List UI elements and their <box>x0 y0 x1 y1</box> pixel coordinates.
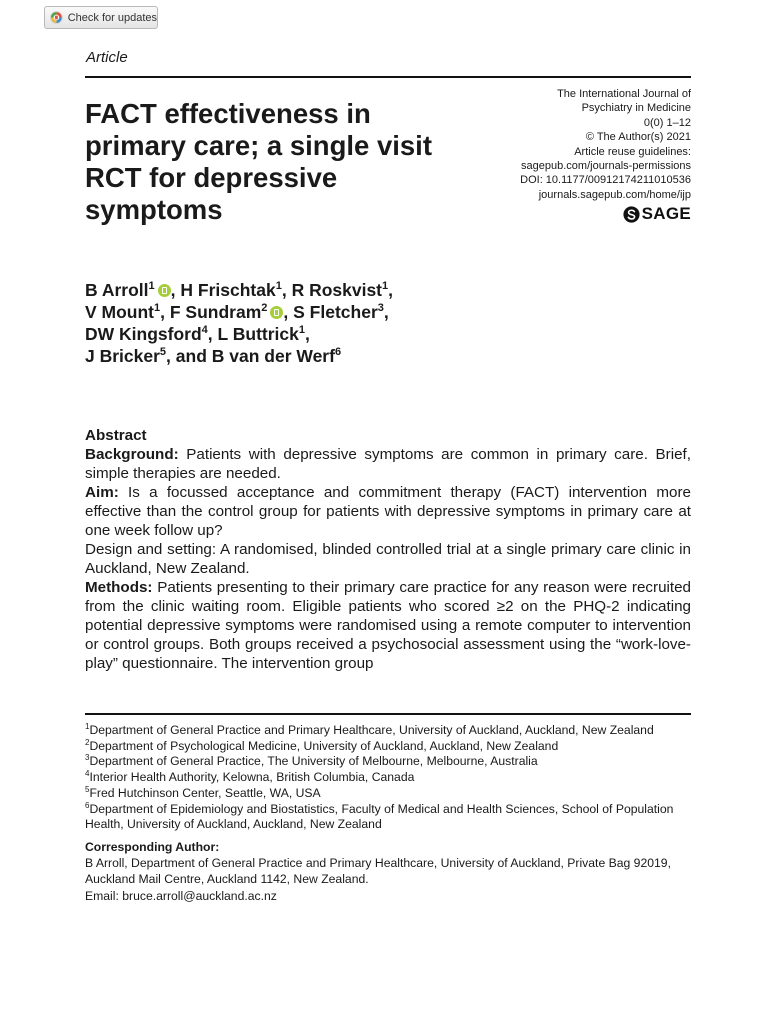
affiliation-text: Interior Health Authority, Kelowna, British Columbia, Canada <box>89 770 415 785</box>
author-line <box>85 279 505 301</box>
author-name: DW Kingsford <box>85 324 202 344</box>
abstract-background <box>85 445 691 483</box>
methods-text: Patients presenting to their primary care practice for any reason were recruited from the clinic waiting room. Eligible patients who scored ≥2 on the PHQ-2 indicating potential depressive symptoms were randomised using a remote computer to intervention or control groups. Both groups received a psychosocial assessment using the “work-love-play” questionnaire. The intervention group <box>85 579 691 672</box>
orcid-icon[interactable] <box>270 306 283 319</box>
author-separator: , <box>305 324 310 344</box>
affiliation-item <box>85 723 695 739</box>
affiliation-number: 3 <box>85 753 90 763</box>
author-name: J Bricker <box>85 346 160 366</box>
footnote-rule <box>85 713 691 715</box>
author-line <box>85 345 505 367</box>
author-separator: , <box>170 280 181 300</box>
author-affiliation-number: 1 <box>154 302 161 315</box>
author-separator: , and <box>166 346 212 366</box>
publisher-logo <box>623 204 691 224</box>
journal-volume: 0(0) 1–12 <box>643 116 691 129</box>
author-name: B Arroll <box>85 280 149 300</box>
author-name: L Buttrick <box>217 324 299 344</box>
check-for-updates-button[interactable] <box>44 6 158 29</box>
journal-homepage-link[interactable]: journals.sagepub.com/home/ijp <box>538 188 691 201</box>
background-label: Background: <box>85 446 179 463</box>
author-affiliation-number: 6 <box>334 346 342 359</box>
journal-name-line-1: The International Journal of <box>557 88 691 100</box>
corresponding-author-address: B Arroll, Department of General Practice and Primary Healthcare, University of Auckland, Private Bag 92019, Auckland Mail Centre, Auckland 1142, New Zealand. <box>85 856 671 887</box>
affiliation-text: Department of Psychological Medicine, University of Auckland, Auckland, New Zealand <box>89 738 559 753</box>
author-affiliation-number: 2 <box>261 302 268 315</box>
paper-title: FACT effectiveness in primary care; a single visit RCT for depressive symptoms <box>85 98 432 225</box>
author-name: F Sundram <box>169 302 262 322</box>
corresponding-author <box>85 839 695 904</box>
orcid-icon[interactable] <box>158 284 171 297</box>
article-type-label: Article <box>86 49 128 66</box>
copyright: © The Author(s) 2021 <box>585 131 691 144</box>
author-line <box>85 323 505 345</box>
author-affiliation-number: 1 <box>382 280 389 293</box>
author-affiliation-number: 1 <box>275 280 282 293</box>
aim-text: Is a focussed acceptance and commitment therapy (FACT) intervention more effective than the control group for patients with depressive symptoms in primary care at one week follow up? <box>85 484 691 539</box>
affiliation-number: 4 <box>85 769 90 779</box>
corresponding-author-email[interactable]: Email: bruce.arroll@auckland.ac.nz <box>85 888 277 903</box>
background-text: Patients with depressive symptoms are common in primary care. Brief, simple therapies are needed. <box>85 446 691 482</box>
abstract-heading: Abstract <box>85 427 147 444</box>
author-separator: , <box>281 280 292 300</box>
doi-link[interactable]: DOI: 10.1177/00912174211010536 <box>520 174 691 187</box>
abstract <box>85 426 691 673</box>
author-name: V Mount <box>85 302 155 322</box>
author-affiliation-number: 3 <box>377 302 384 315</box>
abstract-methods <box>85 578 691 673</box>
author-separator: , <box>207 324 218 344</box>
affiliation-number: 5 <box>85 784 90 794</box>
journal-name-line-2: Psychiatry in Medicine <box>581 102 691 115</box>
publisher-name: SAGE <box>641 204 691 223</box>
author-separator: , <box>383 302 389 322</box>
abstract-design: Design and setting: A randomised, blinded controlled trial at a single primary care clinic in Auckland, New Zealand. <box>85 541 691 577</box>
crossmark-icon <box>50 10 63 25</box>
affiliation-item <box>85 739 695 755</box>
affiliation-number: 2 <box>85 737 90 747</box>
header-rule <box>85 76 691 78</box>
author-affiliation-number: 5 <box>159 346 167 359</box>
permissions-link[interactable]: sagepub.com/journals-permissions <box>521 160 691 173</box>
aim-label: Aim: <box>85 484 119 501</box>
affiliations <box>85 723 695 833</box>
author-separator: , <box>388 280 394 300</box>
author-affiliation-number: 1 <box>148 280 155 293</box>
affiliation-text: Department of Epidemiology and Biostatistics, Faculty of Medical and Health Sciences, School of Population Health, University of Auckland, Auckland, New Zealand <box>85 801 674 832</box>
author-separator: , <box>283 302 294 322</box>
reuse-guidelines-label: Article reuse guidelines: <box>574 145 691 158</box>
author-separator: , <box>160 302 170 322</box>
author-list <box>85 279 505 367</box>
affiliation-number: 1 <box>85 721 90 731</box>
affiliation-item <box>85 754 695 770</box>
author-name: S Fletcher <box>293 302 378 322</box>
corresponding-author-heading: Corresponding Author: <box>85 840 220 854</box>
affiliation-text: Fred Hutchinson Center, Seattle, WA, USA <box>89 785 321 800</box>
author-name: R Roskvist <box>291 280 383 300</box>
affiliation-item <box>85 770 695 786</box>
abstract-aim <box>85 483 691 540</box>
sage-logo-icon <box>623 206 640 223</box>
check-for-updates-label: Check for updates <box>67 11 157 24</box>
affiliation-number: 6 <box>85 800 90 810</box>
journal-info <box>481 87 691 202</box>
affiliation-text: Department of General Practice, The University of Melbourne, Melbourne, Australia <box>89 754 538 769</box>
methods-label: Methods: <box>85 579 153 596</box>
author-affiliation-number: 1 <box>298 324 305 337</box>
affiliation-text: Department of General Practice and Primary Healthcare, University of Auckland, Auckland, New Zealand <box>89 723 654 737</box>
author-affiliation-number: 4 <box>201 324 208 337</box>
author-line <box>85 301 505 323</box>
author-name: H Frischtak <box>180 280 276 300</box>
author-name: B van der Werf <box>211 346 335 366</box>
affiliation-item <box>85 802 695 833</box>
affiliation-item <box>85 786 695 802</box>
